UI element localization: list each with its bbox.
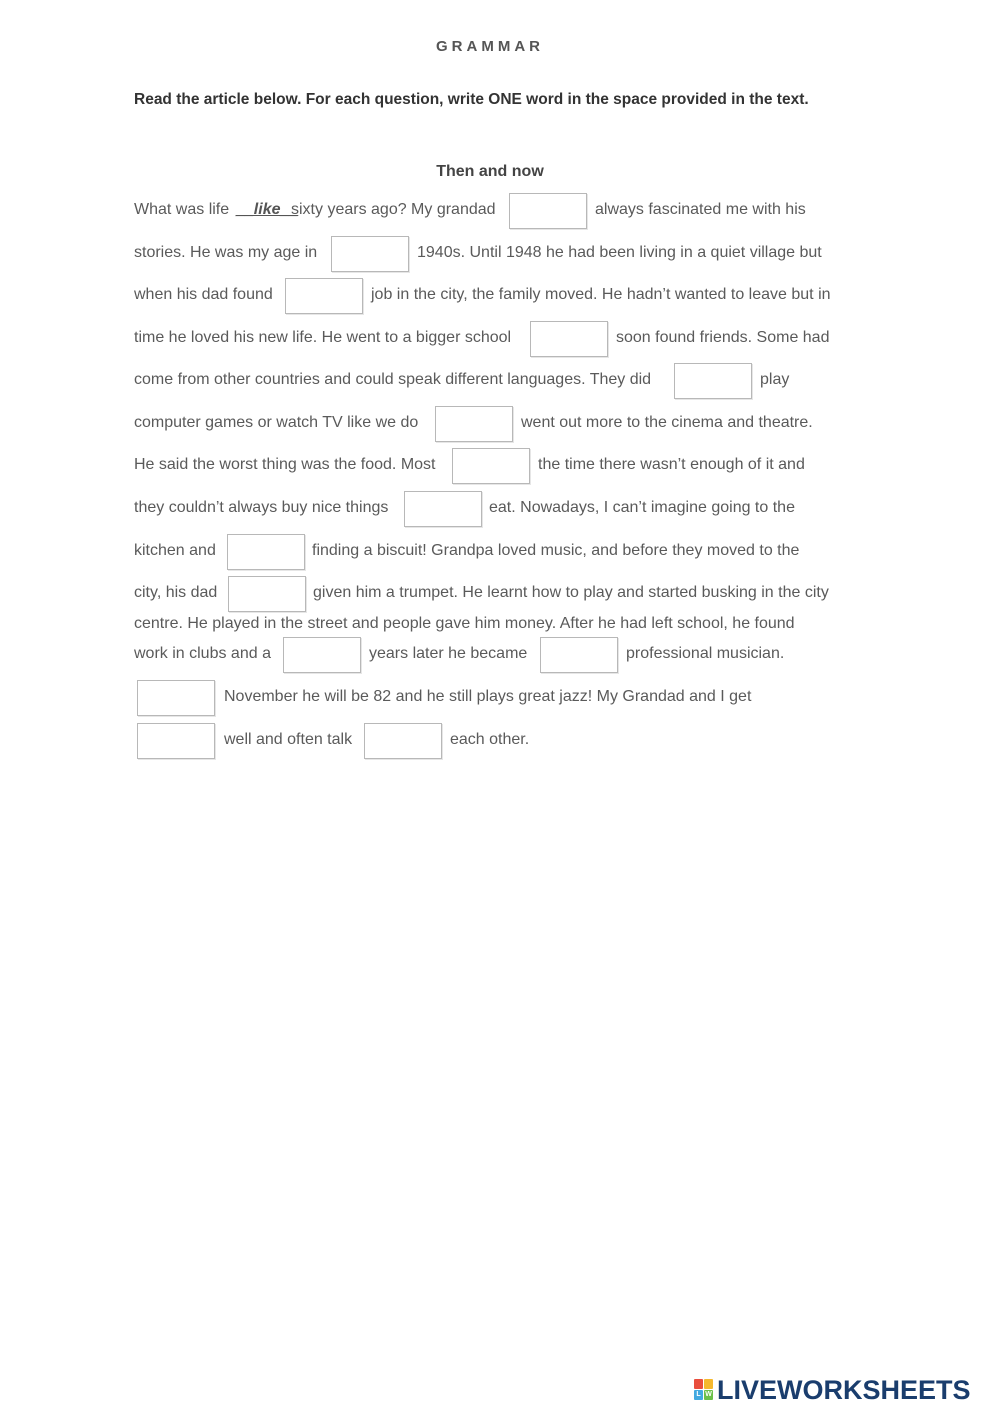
text-segment: went out more to the cinema and theatre. (521, 414, 813, 431)
text-segment: What was life (134, 201, 230, 218)
answer-gap-13[interactable] (137, 680, 215, 716)
page-title: GRAMMAR (436, 38, 544, 55)
text-segment: He said the worst thing was the food. Most (134, 456, 436, 473)
text-segment: professional musician. (626, 645, 785, 662)
article-title: Then and now (436, 163, 544, 180)
liveworksheets-logo-text: LIVEWORKSHEETS (717, 1374, 971, 1405)
text-segment: well and often talk (224, 731, 353, 748)
text-segment: play (760, 371, 790, 388)
text-segment: centre. He played in the street and people gave him money. After he had left school, he found (134, 615, 795, 632)
answer-gap-3[interactable] (285, 278, 363, 314)
text-segment: kitchen and (134, 542, 216, 559)
text-segment: given him a trumpet. He learnt how to play and started busking in the city (313, 584, 829, 601)
answer-gap-14[interactable] (137, 723, 215, 759)
text-segment: time he loved his new life. He went to a bigger school (134, 329, 512, 346)
answer-gap-15[interactable] (364, 723, 442, 759)
example-answer: __like__ (236, 201, 299, 218)
answer-gap-8[interactable] (404, 491, 482, 527)
logo-mark-tile: W (705, 1391, 712, 1398)
text-segment: eat. Nowadays, I can’t imagine going to the (489, 499, 795, 516)
text-segment: computer games or watch TV like we do (134, 414, 419, 431)
answer-gap-1[interactable] (509, 193, 587, 229)
answer-gap-4[interactable] (530, 321, 608, 357)
text-segment: come from other countries and could speak different languages. They did (134, 371, 652, 388)
text-segment: work in clubs and a (134, 645, 271, 662)
answer-gap-6[interactable] (435, 406, 513, 442)
text-segment: job in the city, the family moved. He hadn’t wanted to leave but in (371, 286, 831, 303)
logo-mark-tile (704, 1379, 713, 1389)
text-segment: each other. (450, 731, 530, 748)
answer-gap-9[interactable] (227, 534, 305, 570)
instruction-text: Read the article below. For each question, write ONE word in the space provided in the text. (134, 91, 809, 108)
text-segment: stories. He was my age in (134, 244, 318, 261)
text-segment: the time there wasn’t enough of it and (538, 456, 805, 473)
answer-gap-5[interactable] (674, 363, 752, 399)
logo-mark-tile (694, 1379, 703, 1389)
text-segment: years later he became (369, 645, 528, 662)
text-segment: November he will be 82 and he still plays great jazz! My Grandad and I get (224, 688, 752, 705)
text-segment: city, his dad (134, 584, 218, 601)
text-segment: 1940s. Until 1948 he had been living in a quiet village but (417, 244, 822, 261)
text-segment: they couldn’t always buy nice things (134, 499, 389, 516)
text-segment: always fascinated me with his (595, 201, 806, 218)
text-segment: soon found friends. Some had (616, 329, 830, 346)
text-segment: when his dad found (134, 286, 273, 303)
logo-mark-tile: L (694, 1390, 703, 1400)
answer-gap-7[interactable] (452, 448, 530, 484)
liveworksheets-logo-icon (694, 1379, 714, 1401)
liveworksheets-logo (694, 1376, 971, 1404)
answer-gap-2[interactable] (331, 236, 409, 272)
answer-gap-11[interactable] (283, 637, 361, 673)
answer-gap-12[interactable] (540, 637, 618, 673)
answer-gap-10[interactable] (228, 576, 306, 612)
text-segment: sixty years ago? My grandad (291, 201, 496, 218)
text-segment: finding a biscuit! Grandpa loved music, and before they moved to the (312, 542, 800, 559)
